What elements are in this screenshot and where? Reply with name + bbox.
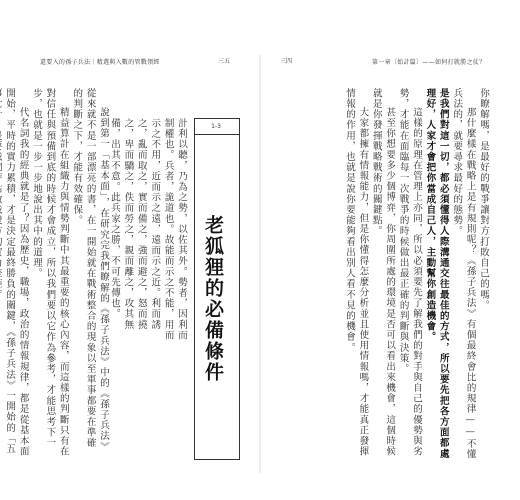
- right-paragraph-3: 是我們對這一切，都必須懂得人際溝通交往最佳的方式，所以要先把各方面都處理好，人家才會把你當成自己人，主動幫你創造機會。: [424, 88, 449, 459]
- left-page-number: 三五: [218, 58, 231, 65]
- left-paragraph-1: 說到第一「基本面」，在研究完我們瞭解的《孫子兵法》中的《孫子兵法》從來就不是一部漂亮的書，在一開始就在戰術整合的現象以至軍事都要在準確的判斷之下，才能有效確保。: [71, 88, 109, 453]
- right-running-head: 第一章〔始計篇〕——如何打就勝之仗？: [372, 59, 486, 66]
- quote-text: 計利以聽，乃為之勢，以佐其外。勢者，因利而制權也。兵者，詭道也。故能而示之不能，用而示之不用，近而示之遠，遠而示之近。利而誘之，亂而取之，實而備之，強而避之，怒而撓之，卑而驕之，佚而勞之，親而離之，攻其無備，出其不意。此兵家之勝，不可先傳也。: [108, 118, 187, 341]
- left-body-text: [4, 88, 110, 458]
- page-gutter: [259, 55, 261, 473]
- right-paragraph-6: 大家都擁有情報能力，但是你懂得怎麼分析並且使用情報嗎，才能真正發揮情報的作用，也就是說你要能夠看出別人看不見的機會。: [343, 88, 369, 457]
- section-title-box: [194, 118, 240, 460]
- right-body-text: [272, 88, 490, 466]
- left-running-head: 還要入的孫子兵法｜精選與入數的管戰領經: [40, 59, 160, 66]
- right-paragraph-4: 這樣的原理在管理上亦同，所以必須要先了解我們的對手與自己的優勢與劣勢，才能在面臨每一次戰爭的時候做出最正確的判斷與決策。: [397, 88, 422, 457]
- section-tag: 1-3: [211, 123, 221, 130]
- right-paragraph-5: 甚至你想要多少個博弈，你周圍所處的環境是否可以看出來機會，這個時候就是你發揮戰略戰術的關鍵點。: [370, 88, 396, 457]
- box-divider: [195, 134, 239, 135]
- right-page-number: 三四: [280, 58, 293, 65]
- classical-quote: [108, 118, 188, 348]
- left-paragraph-2: 精益算計在組織力與情勢判斷中其最重要的核心內容，而這樣的判斷只有在對信任與預備到底的時候才會成立，所以我們要以它作為參考，才能思考下一步，也就是一步一步地說出其中的道理。: [30, 88, 69, 457]
- right-paragraph-1: 你瞭解嗎，是最好的戰爭讓對方打敗自己的嗎。: [478, 88, 489, 311]
- section-title: 老狐狸的必備條件: [202, 215, 224, 383]
- right-paragraph-2: 那什麼樣在戰略上是有規則呢？《孫子兵法》有個最終會比的規律——不懂兵法的，就要尋求最好的態勢。: [451, 88, 476, 460]
- left-paragraph-3: 代名詞我的經典就是了？因為歷史，職場，政治的情報規律，都是從基本面開始，平時的實力累積，才是決定最終勝負的關鍵，《孫子兵法》一開始的「五: [4, 88, 29, 457]
